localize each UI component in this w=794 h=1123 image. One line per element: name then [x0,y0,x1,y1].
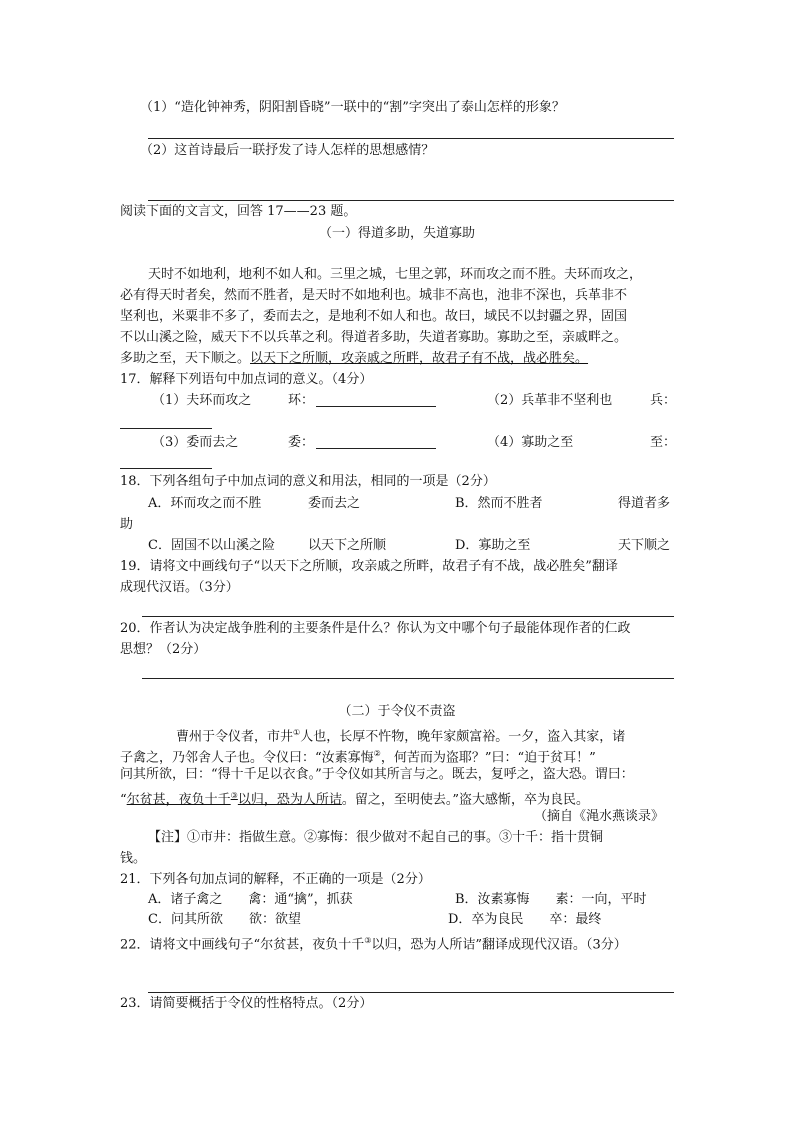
q17-item3: （3）委而去之 [152,435,239,450]
q16-sub2: （2）这首诗最后一联抒发了诗人怎样的思想感情？ [140,143,435,158]
q18-option-d-pair: 天下顺之 [618,538,671,553]
answer-blank[interactable] [316,406,436,407]
q22-text: 以归，恐为人所诘”翻译成现代汉语。（3分） [371,937,627,953]
answer-line[interactable] [148,200,674,201]
source-citation: （摘自《渑水燕谈录》 [534,809,665,824]
underlined-sentence: 以归，恐为人所诘 [237,792,342,808]
passage2-line: 问其所欲，曰：“得十千足以衣食。”于令仪如其所言与之。既去，复呼之，盗大恐。谓曰： [120,767,634,782]
q21-option-a[interactable]: A．诸子禽之 禽：通“擒”，抓获 [148,892,353,907]
answer-line[interactable] [148,992,674,993]
passage2-text: 。留之，至明使去。”盗大感惭，卒为良民。 [341,792,590,808]
section-intro: 阅读下面的文言文，回答 17——23 题。 [120,204,357,219]
q18-option-d[interactable]: D．寡助之至 [455,538,531,553]
passage2-text: ，何苦而为盗耶？”曰：“迫于贫耳！” [380,750,596,766]
passage2-line [120,788,589,808]
footnote-marker: ③ [364,936,372,945]
q23-stem: 23．请简要概括于令仪的性格特点。（2分） [120,996,373,1011]
passage2-line [120,746,596,766]
q16-sub1: （1）“造化钟神秀，阴阳割昏晓”一联中的“割”字突出了泰山怎样的形象？ [140,100,565,115]
q17-item1-word: 环： [288,393,315,408]
q18-option-c[interactable]: C．固国不以山溪之险 [148,538,275,553]
q21-option-d[interactable]: D．卒为良民 卒：最终 [448,912,602,927]
q17-stem: 17．解释下列语句中加点词的意义。（4分） [120,372,373,387]
q20-stem-cont: 思想？（2分） [120,642,207,657]
answer-line[interactable] [142,678,674,679]
underlined-sentence: 以天下之所顺，攻亲戚之所畔，故君子有不战，战必胜矣。 [250,351,589,366]
q17-item3-word: 委： [288,435,315,450]
q20-stem: 20．作者认为决定战争胜利的主要条件是什么？你认为文中哪个句子最能体现作者的仁政 [120,621,631,636]
answer-blank[interactable] [120,428,212,429]
q18-option-b[interactable]: B．然而不胜者 [455,496,543,511]
passage1-line: 必有得天时者矣，然而不胜者，是天时不如地利也。城非不高也，池非不深也，兵革非不 [120,288,628,303]
answer-blank[interactable] [316,448,436,449]
q22-stem [120,933,627,953]
passage2-text: 人也，长厚不忤物，晚年家颇富裕。一夕，盗入其家，诸 [300,729,626,745]
passage1-title: （一）得道多助，失道寡助 [318,226,475,241]
passage1-line-plain: 多助之至，天下顺之。 [120,351,251,366]
underlined-sentence: 尔贫甚，夜负十千 [126,792,231,808]
passage2-text: 子禽之，乃邻舍人子也。令仪曰：“汝素寡悔 [120,750,374,766]
q18-option-b-pair: 得道者多 [618,496,671,511]
passage1-line-last [120,351,588,367]
q19-stem-cont: 成现代汉语。（3分） [120,580,239,595]
footnote-marker: ② [373,749,381,758]
q17-item2: （2）兵革非不坚利也 [487,393,613,408]
q17-item2-word: 兵： [650,393,677,408]
answer-line[interactable] [148,138,674,139]
passage2-title: （二）于令仪不责盗 [338,704,456,719]
q21-option-b[interactable]: B．汝素寡悔 素：一向，平时 [455,892,647,907]
q21-option-c[interactable]: C．问其所欲 欲：欲望 [148,912,301,927]
q17-item4: （4）寡助之至 [487,435,574,450]
q17-item4-word: 至： [650,435,677,450]
answer-line[interactable] [142,616,674,617]
q21-stem: 21．下列各句加点词的解释，不正确的一项是（2分） [120,872,431,887]
footnote: 【注】①市井：指做生意。②寡悔：很少做对不起自己的事。③十千：指十贯铜 [148,830,604,845]
q22-text: 22．请将文中画线句子“尔贫甚，夜负十千 [120,937,365,953]
passage2-text: “ [120,792,127,808]
footnote-cont: 钱。 [120,851,147,866]
q18-stem: 18．下列各组句子中加点词的意义和用法，相同的一项是（2分） [120,474,496,489]
answer-blank[interactable] [120,468,212,469]
q19-stem: 19．请将文中画线句子“以天下之所顺，攻亲戚之所畔，故君子有不战，战必胜矣”翻译 [120,559,618,574]
passage2-line [176,725,625,745]
passage1-line: 不以山溪之险，威天下不以兵革之利。得道者多助，失道者寡助。寡助之至，亲戚畔之。 [120,330,628,345]
q17-item1: （1）夫环而攻之 [152,393,252,408]
q18-option-c-pair: 以天下之所顺 [308,538,387,553]
passage1-line: 坚利也，米粟非不多了，委而去之，是地利不如人和也。故曰，域民不以封疆之界，固国 [120,309,628,324]
q18-option-b-wrap: 助 [120,517,134,532]
footnote-marker: ① [293,728,301,737]
passage2-text: 曹州于令仪者，市井 [176,729,294,745]
q18-option-a[interactable]: A．环而攻之而不胜 [148,496,262,511]
q18-option-a-pair: 委而去之 [308,496,361,511]
passage1-line: 天时不如地利，地利不如人和。三里之城，七里之郭，环而攻之而不胜。夫环而攻之， [148,267,643,282]
footnote-marker: ③ [230,791,238,800]
